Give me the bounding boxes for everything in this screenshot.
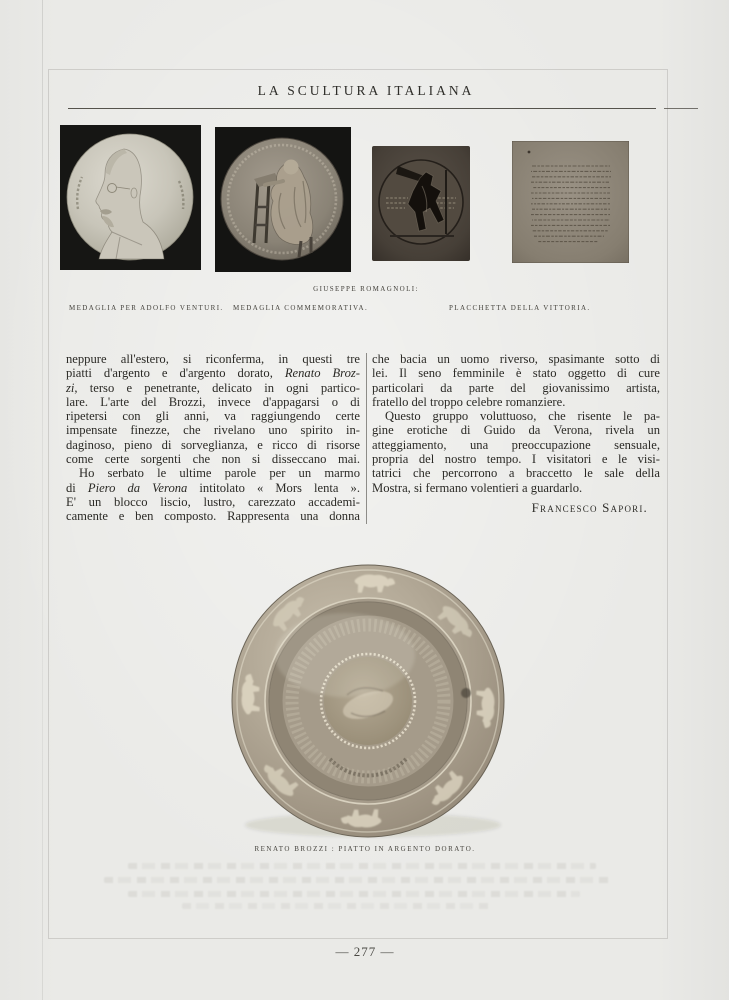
photo-medal-adolfo-venturi xyxy=(60,125,201,270)
text-line: lare. L'arte del Brozzi, invece d'appagarsi o di xyxy=(66,394,360,409)
showthrough-text-line xyxy=(128,891,580,897)
text-line: che bacia un uomo riverso, spasimante sotto di xyxy=(372,352,660,366)
page-title: LA SCULTURA ITALIANA xyxy=(257,83,475,98)
caption-medal-2: MEDAGLIA COMMEMORATIVA. xyxy=(233,304,369,312)
gilded-plate-image xyxy=(225,563,511,841)
inscribed-plaquette-image xyxy=(512,141,629,263)
text-line: di Piero da Verona intitolato « Mors lenta ». xyxy=(66,480,360,495)
medal-seated-figure-image xyxy=(215,127,351,272)
header-rule xyxy=(68,108,656,109)
text-line: come certe sorgenti che non si disseccano mai. xyxy=(66,452,360,467)
text-line: neppure all'estero, si riconferma, in questi tre xyxy=(66,352,360,366)
text-line: piatti d'argento e d'argento dorato, Renato Broz- xyxy=(66,366,360,381)
text-line: lei. Il seno femminile è stato oggetto di cure xyxy=(372,366,660,381)
text-line: propria del nostro tempo. I visitatori e le visi- xyxy=(372,452,660,467)
text-line: Mostra, si fermano volentieri a guardarlo. xyxy=(372,480,583,495)
medal-portrait-image xyxy=(60,125,201,270)
photo-placchetta-vittoria xyxy=(372,146,470,261)
page-number: — 277 — xyxy=(335,944,395,959)
text-line: atteggiamento, una preoccupazione sensuale, xyxy=(372,437,660,452)
artist-caption: GIUSEPPE ROMAGNOLI: xyxy=(313,285,419,293)
text-line: camente e ben composto. Rappresenta una donna xyxy=(66,509,360,524)
caption-plaquette: PLACCHETTA DELLA VITTORIA. xyxy=(449,304,591,312)
showthrough-text-line xyxy=(128,863,596,869)
text-line: gine erotiche di Guido da Verona, rivela un xyxy=(372,423,660,438)
plate-caption: RENATO BROZZI : PIATTO IN ARGENTO DORATO. xyxy=(254,845,476,853)
text-line: impensate finezze, che rivelano uno spirito in- xyxy=(66,423,360,438)
plaquette-victory-image xyxy=(372,146,470,261)
showthrough-text-line xyxy=(104,877,610,883)
caption-medal-1: MEDAGLIA PER ADOLFO VENTURI. xyxy=(69,304,224,312)
text-line: zi, terso e penetrante, delicato in ogni partico- xyxy=(66,380,360,395)
text-line: fratello del troppo celebre romanziere. xyxy=(372,394,566,409)
showthrough-text-line xyxy=(182,903,492,909)
header-rule-fragment xyxy=(664,108,698,109)
column-divider-rule xyxy=(366,353,367,524)
photo-placchetta-iscrizione xyxy=(512,141,629,263)
article-column-left xyxy=(66,352,360,524)
author-signature: Francesco Sapori. xyxy=(531,500,648,515)
text-line: Questo gruppo voluttuoso, che risente le pa- xyxy=(385,409,660,424)
text-line: tatrici che percorrono a braccetto le sale della xyxy=(372,466,660,481)
text-line: Ho serbato le ultime parole per un marmo xyxy=(79,466,360,481)
article-column-right xyxy=(372,352,660,495)
text-line: daginoso, pieno di sorveglianza, e ricco di risorse xyxy=(66,437,360,452)
text-line: ripetersi con gli anni, va raggiungendo certe xyxy=(66,409,360,424)
text-line: particolari da parte del giovanissimo artista, xyxy=(372,380,660,395)
text-line: E' un blocco liscio, lustro, carezzato accademi- xyxy=(66,494,360,509)
photo-medaglia-commemorativa xyxy=(215,127,351,272)
photo-piatto-argento-dorato xyxy=(225,563,511,841)
